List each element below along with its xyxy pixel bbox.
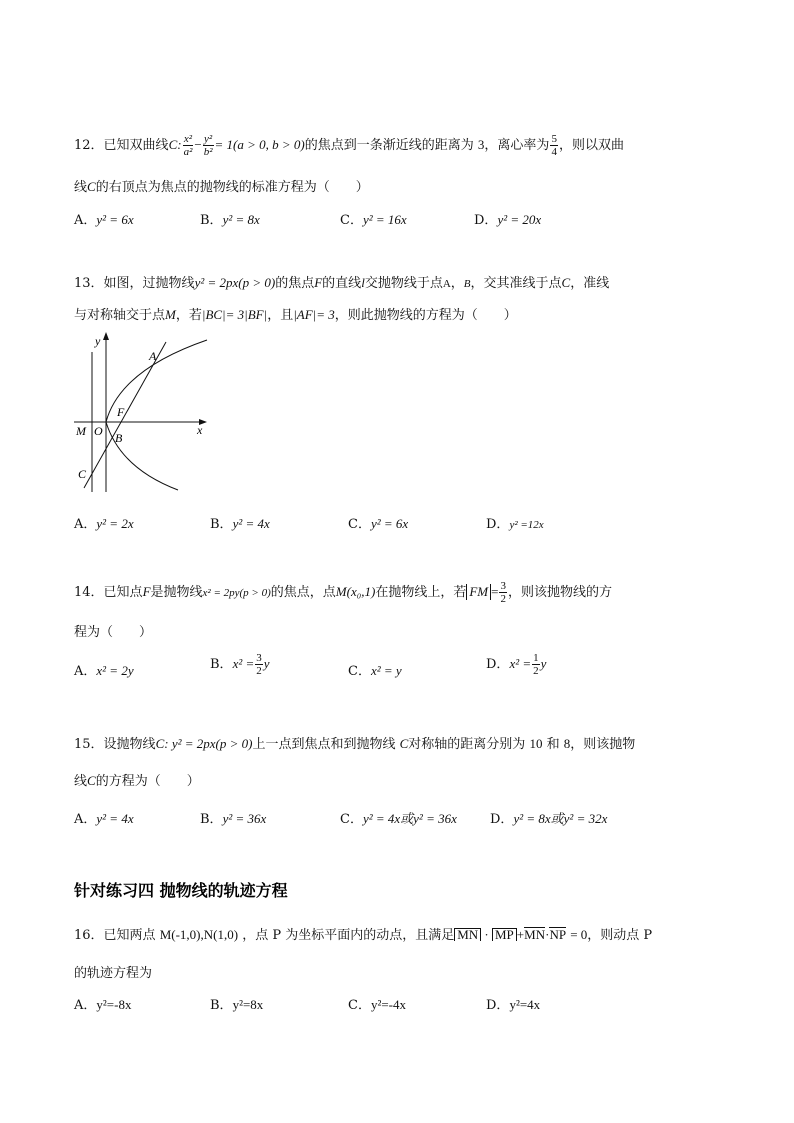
problem-13-text: ，且 [267,308,294,323]
problem-12-formula-rhs: = 1(a > 0, b > 0) [214,137,305,152]
frac-numerator: 1 [533,652,539,664]
option-label: C． [340,213,363,228]
frac-numerator: 3 [256,652,262,664]
problem-13-text: ， [450,276,464,291]
problem-13-text: ，则此抛物线的方程为（ ） [334,308,517,323]
vector-mp-abs: MP [492,928,517,941]
problem-13-text: 与对称轴交于点 [74,308,166,323]
option-label: C． [348,664,371,679]
option-label: C． [348,998,371,1013]
option-value: x² = 2y [96,663,134,678]
problem-12-text: 线 [74,180,88,195]
problem-13-var: l [361,275,365,290]
problem-12-text: ，则以双曲 [558,138,624,153]
option-label: A． [74,998,97,1013]
option-label: D． [490,812,514,827]
frac-numerator: x² [183,133,193,145]
problem-13-line-2 [74,304,517,323]
problem-16-text: 的轨迹方程为 [74,966,153,981]
option-label: B． [210,517,233,532]
problem-14-text: 程为（ ） [74,625,153,640]
problem-12-distance: 3 [477,137,485,152]
problem-13-var: B [463,278,471,290]
problem-12-option-d[interactable] [474,209,541,228]
option-value: y [263,656,270,671]
equals-zero: = 0 [570,927,588,942]
label-x: x [197,423,203,437]
problem-16-option-a[interactable] [74,994,131,1013]
problem-15-option-c[interactable] [340,808,457,827]
vector-mn-abs: MN [454,928,481,941]
label-f: F [117,405,125,419]
problem-13-equation: y² = 2px(p > 0) [194,275,276,290]
option-value: y² = 8x [222,212,260,227]
problem-12-text: 的右顶点为焦点的抛物线的标准方程为（ ） [95,180,369,195]
problem-16-option-d[interactable] [486,994,540,1013]
problem-15-value: 10 [529,736,543,751]
problem-15-option-a[interactable] [74,808,134,827]
option-value: y²=-8x [96,997,132,1012]
problem-15-text: 设抛物线 [103,737,156,752]
problem-13-option-d[interactable] [486,513,544,532]
problem-16-text: ，则动点 P [587,928,653,943]
problem-12-text: 已知双曲线 [103,138,169,153]
problem-14-text: ，则该抛物线的方 [507,585,612,600]
option-value: y² = 4x或y² = 36x [362,811,457,826]
option-label: D． [486,517,510,532]
problem-15-var: C [399,736,409,751]
label-y: y [95,334,101,348]
problem-15-text: ，则该抛物 [570,737,636,752]
problem-12-frac-y [203,133,214,158]
problem-16-line-1 [74,924,652,943]
problem-12-text: 的焦点到一条渐近线的距离为 [304,138,474,153]
frac-denominator: b² [203,146,213,158]
option-value: y² = 8x或y² = 32x [513,811,608,826]
option-value: y² = 4x [96,811,134,826]
option-value: y² =12x [509,519,544,531]
problem-16-option-b[interactable] [210,994,263,1013]
problem-14-option-a[interactable] [74,660,134,679]
problem-12-formula-lhs: C: [168,137,182,152]
problem-12-number: 12． [74,138,104,153]
dot-operator: · [481,927,492,942]
problem-12-eccentricity [550,133,558,158]
option-label: A． [74,517,97,532]
problem-12-option-a[interactable] [74,209,134,228]
minus-sign: − [194,137,202,152]
problem-15-line-1 [74,733,635,752]
problem-16-number: 16． [74,928,104,943]
problem-14-text: 是抛物线 [150,585,203,600]
problem-15-option-b[interactable] [200,808,266,827]
problem-15-value: 8 [563,736,571,751]
option-value: y² = 20x [497,212,542,227]
problem-13-text: ，准线 [570,276,610,291]
frac-denominator: a² [183,146,193,158]
option-label: B． [210,998,233,1013]
option-label: C． [340,812,363,827]
problem-12-text: ，离心率为 [484,138,550,153]
problem-15-option-d[interactable] [490,808,607,827]
problem-13-var: C [561,275,571,290]
problem-12-var: C [87,179,96,194]
frac-numerator: 3 [500,580,506,592]
problem-15-equation: C: y² = 2px(p > 0) [155,736,253,751]
problem-13-figure [70,330,220,495]
problem-16-option-c[interactable] [348,994,406,1013]
option-label: D． [486,657,510,672]
problem-14-line-1 [74,580,612,605]
problem-16-line-2 [74,962,152,981]
problem-14-number: 14． [74,585,104,600]
frac-denominator: 2 [533,665,539,677]
problem-13-condition: |BC|= 3|BF| [201,307,268,322]
option-value: y² = 6x [96,212,134,227]
vector-mn: MN [524,927,546,942]
problem-13-option-a[interactable] [74,513,134,532]
problem-15-line-2 [74,770,200,789]
problem-14-equation: x² = 2py(p > 0) [202,587,271,599]
problem-14-point: M(x₀,1) [335,584,376,599]
option-label: B． [200,213,223,228]
problem-12-frac-x [183,133,194,158]
frac-denominator: 2 [256,665,262,677]
problem-15-text: 线 [74,774,88,789]
problem-13-text: ，交其准线于点 [470,276,562,291]
problem-15-text: 和 [546,737,560,752]
problem-14-text: 的焦点，点 [270,585,336,600]
frac-denominator: 4 [551,146,557,158]
option-value: y²=-4x [370,997,407,1012]
problem-14-abs-fm: FM [466,584,491,600]
problem-15-number: 15． [74,737,104,752]
problem-13-text: ，若 [175,308,202,323]
option-value: x² = [232,656,255,671]
option-value: y² = 2x [96,516,134,531]
line-l [84,342,166,488]
dot-operator: · [545,927,550,942]
option-value: y² = 16x [362,212,407,227]
problem-16-points: M(-1,0),N(1,0) [159,927,239,942]
option-label: A． [74,812,97,827]
option-label: A． [74,664,97,679]
problem-16-text: 已知两点 [103,928,156,943]
plus-sign: + [516,927,525,942]
problem-13-text: 如图，过抛物线 [103,276,195,291]
section-heading: 针对练习四 抛物线的轨迹方程 [74,881,288,900]
option-value: y² = 36x [222,811,267,826]
option-value: y²=4x [509,997,541,1012]
problem-13-var: M [165,307,176,322]
problem-13-line-1 [74,272,609,291]
problem-14-line-2 [74,621,152,640]
problem-14-text: 在抛物线上，若 [375,585,467,600]
problem-13-text: 交抛物线于点 [364,276,443,291]
option-frac [255,652,263,677]
problem-14-frac [499,580,507,605]
problem-14-option-b[interactable] [210,652,270,677]
label-o: O [94,424,103,438]
label-a: A [149,349,157,363]
vector-np: NP [549,927,567,942]
equals-sign: = [491,584,499,599]
option-label: D． [486,998,510,1013]
problem-15-text: 对称轴的距离分别为 [408,737,526,752]
problem-13-option-c[interactable] [348,513,408,532]
problem-13-var: A [442,278,451,290]
label-c: C [78,467,87,481]
option-label: B． [210,657,233,672]
problem-13-condition: |AF|= 3 [293,307,335,322]
option-label: A． [74,213,97,228]
frac-numerator: y² [204,133,213,145]
problem-14-option-d[interactable] [486,652,546,677]
frac-numerator: 5 [551,133,557,145]
option-label: D． [474,213,498,228]
frac-denominator: 2 [500,593,506,605]
problem-15-text: 上一点到焦点和到抛物线 [252,737,396,752]
problem-15-var: C [87,773,96,788]
problem-12-option-c[interactable] [340,209,407,228]
option-label: C． [348,517,371,532]
label-m: M [76,424,86,438]
option-frac [532,652,540,677]
label-b: B [115,431,123,445]
option-label: B． [200,812,223,827]
problem-13-option-b[interactable] [210,513,270,532]
option-value: y [540,656,547,671]
problem-13-number: 13． [74,276,104,291]
problem-16-text: ，点 P 为坐标平面内的动点，且满足 [242,928,455,943]
problem-12-option-b[interactable] [200,209,260,228]
problem-14-var: F [142,584,151,599]
problem-14-text: 已知点 [103,585,143,600]
problem-15-text: 的方程为（ ） [95,774,200,789]
problem-14-option-c[interactable] [348,660,402,679]
option-value: x² = y [370,663,402,678]
option-value: y² = 4x [232,516,270,531]
problem-12-line-1 [74,133,624,158]
problem-12-line-2 [74,176,369,195]
option-value: x² = [509,656,532,671]
option-value: y²=8x [232,997,264,1012]
problem-13-var: F [314,275,323,290]
problem-13-text: 的焦点 [275,276,315,291]
problem-13-text: 的直线 [322,276,362,291]
y-axis-arrow [103,332,109,340]
option-value: y² = 6x [370,516,409,531]
